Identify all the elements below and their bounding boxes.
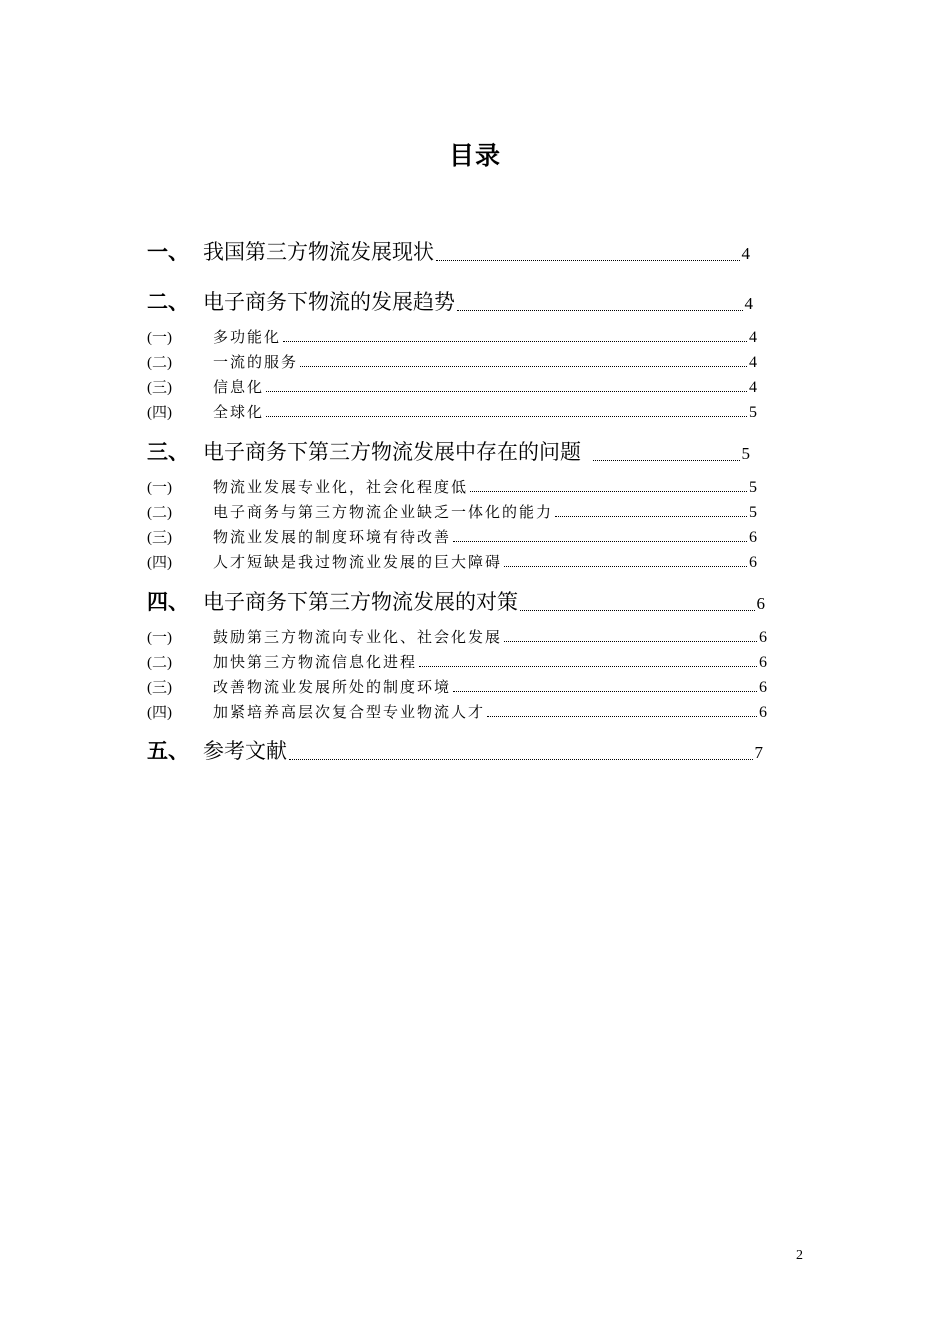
toc-entry-page: 6 xyxy=(756,594,765,613)
toc-entry-number: 五、 xyxy=(147,739,189,763)
dot-leader xyxy=(593,459,740,461)
toc-entry-page: 5 xyxy=(749,404,757,421)
toc-entry-number: (三) xyxy=(147,530,172,546)
toc-entry-title: 鼓励第三方物流向专业化、社会化发展 xyxy=(213,628,503,646)
dot-leader xyxy=(266,415,747,417)
toc-entry-page: 4 xyxy=(749,354,757,371)
toc-entry-number: (三) xyxy=(147,680,172,696)
toc-entry-number: 二、 xyxy=(147,290,189,314)
toc-entry-page: 4 xyxy=(749,329,757,346)
toc-entry-page: 4 xyxy=(744,294,753,313)
toc-entry-title: 电子商务下物流的发展趋势 xyxy=(203,290,455,314)
dot-leader xyxy=(419,665,757,667)
toc-entry-page: 4 xyxy=(749,379,757,396)
toc-entry-page: 5 xyxy=(749,504,757,521)
dot-leader xyxy=(504,565,747,567)
dot-leader xyxy=(470,490,747,492)
page-number: 2 xyxy=(796,1248,803,1263)
toc-subentry[interactable] xyxy=(147,625,767,647)
toc-entry-title: 多功能化 xyxy=(213,328,282,346)
toc-entry-number: (一) xyxy=(147,330,172,346)
toc-entry-number: 三、 xyxy=(147,440,189,464)
toc-entry[interactable] xyxy=(147,436,750,466)
toc-entry-page: 4 xyxy=(741,244,750,263)
toc-entry[interactable] xyxy=(147,735,763,765)
toc-entry-page: 6 xyxy=(749,554,757,571)
toc-entry-page: 6 xyxy=(759,629,767,646)
toc-entry-page: 5 xyxy=(749,479,757,496)
toc-entry-title: 加快第三方物流信息化进程 xyxy=(213,653,418,671)
toc-entry-page: 6 xyxy=(759,704,767,721)
toc-subentry[interactable] xyxy=(147,400,757,422)
dot-leader xyxy=(436,259,740,261)
toc-entry-number: (一) xyxy=(147,630,172,646)
toc-entry-number: (二) xyxy=(147,655,172,671)
toc-subentry[interactable] xyxy=(147,650,767,672)
toc-subentry[interactable] xyxy=(147,550,757,572)
toc-entry[interactable] xyxy=(147,586,765,616)
toc-title: 目录 xyxy=(448,141,501,170)
dot-leader xyxy=(453,540,747,542)
toc-entry-title: 电子商务与第三方物流企业缺乏一体化的能力 xyxy=(213,503,554,521)
toc-subentry[interactable] xyxy=(147,325,757,347)
toc-entry-title: 信息化 xyxy=(213,378,265,396)
toc-entry-title: 参考文献 xyxy=(203,739,287,763)
toc-entry-title: 我国第三方物流发展现状 xyxy=(203,240,434,264)
toc-entry-number: (四) xyxy=(147,705,172,721)
toc-entry-title: 物流业发展的制度环境有待改善 xyxy=(213,528,452,546)
toc-subentry[interactable] xyxy=(147,675,767,697)
dot-leader xyxy=(487,715,757,717)
toc-entry-page: 7 xyxy=(754,743,763,762)
toc-subentry[interactable] xyxy=(147,375,757,397)
toc-entry-page: 6 xyxy=(749,529,757,546)
toc-subentry[interactable] xyxy=(147,700,767,722)
dot-leader xyxy=(300,365,747,367)
dot-leader xyxy=(289,758,753,760)
toc-entry-title: 物流业发展专业化，社会化程度低 xyxy=(213,478,469,496)
toc-entry-title: 人才短缺是我过物流业发展的巨大障碍 xyxy=(213,553,503,571)
toc-entry-number: (二) xyxy=(147,505,172,521)
toc-subentry[interactable] xyxy=(147,525,757,547)
dot-leader xyxy=(555,515,747,517)
toc-entry-number: 一、 xyxy=(147,240,189,264)
toc-entry-page: 6 xyxy=(759,679,767,696)
toc-entry-number: (三) xyxy=(147,380,172,396)
dot-leader xyxy=(504,640,757,642)
dot-leader xyxy=(520,609,755,611)
toc-subentry[interactable] xyxy=(147,475,757,497)
toc-entry-title: 电子商务下第三方物流发展的对策 xyxy=(203,590,518,614)
dot-leader xyxy=(457,309,743,311)
toc-entry-number: (四) xyxy=(147,405,172,421)
toc-entry-title: 电子商务下第三方物流发展中存在的问题 xyxy=(203,440,581,464)
toc-entry[interactable] xyxy=(147,286,753,316)
toc-subentry[interactable] xyxy=(147,500,757,522)
toc-entry-title: 改善物流业发展所处的制度环境 xyxy=(213,678,452,696)
dot-leader xyxy=(283,340,747,342)
toc-entry-number: (一) xyxy=(147,480,172,496)
toc-entry-number: (二) xyxy=(147,355,172,371)
toc-entry-number: 四、 xyxy=(147,590,189,614)
toc-entry-page: 6 xyxy=(759,654,767,671)
dot-leader xyxy=(453,690,757,692)
dot-leader xyxy=(266,390,747,392)
toc-subentry[interactable] xyxy=(147,350,757,372)
toc-entry-title: 一流的服务 xyxy=(213,353,299,371)
toc-entry[interactable] xyxy=(147,236,750,266)
toc-entry-page: 5 xyxy=(741,444,750,463)
toc-entry-number: (四) xyxy=(147,555,172,571)
toc-entry-title: 加紧培养高层次复合型专业物流人才 xyxy=(213,703,486,721)
toc-entry-title: 全球化 xyxy=(213,403,265,421)
